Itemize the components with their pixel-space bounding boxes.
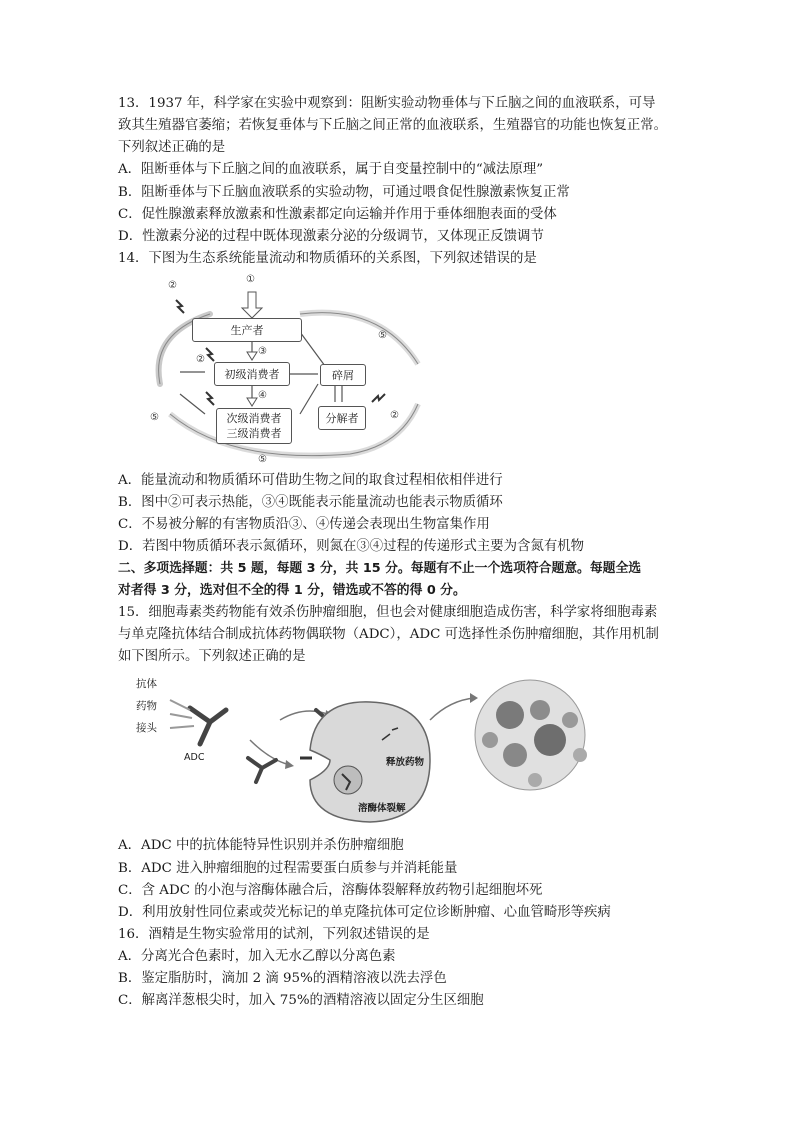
producer-box: 生产者 (192, 318, 302, 342)
q14-option-d: D．若图中物质循环表示氮循环，则氮在③④过程的传递形式主要为含氮有机物 (118, 539, 585, 554)
q14-option-c: C．不易被分解的有害物质沿③、④传递会表现出生物富集作用 (118, 517, 490, 532)
q14-stem: 14．下图为生态系统能量流动和物质循环的关系图，下列叙述错误的是 (118, 251, 537, 266)
q16-stem: 16．酒精是生物实验常用的试剂，下列叙述错误的是 (118, 927, 430, 942)
secondary-consumer-label: 次级消费者 (226, 412, 282, 425)
section2-heading-line2: 对者得 3 分，选对但不全的得 1 分，错选或不答的得 0 分。 (118, 583, 466, 598)
q13-stem-line2: 致其生殖器官萎缩；若恢复垂体与下丘脑之间正常的血液联系，生殖器官的功能也恢复正常。 (118, 118, 668, 133)
label-3: ③ (258, 346, 267, 357)
label-5-left: ⑤ (150, 412, 159, 423)
tertiary-consumer-label: 三级消费者 (226, 427, 282, 440)
ecosystem-diagram (150, 274, 430, 470)
q13-option-b: B．阻断垂体与下丘脑血液联系的实验动物，可通过喂食促性腺激素恢复正常 (118, 185, 570, 200)
label-5-bottom: ⑤ (258, 454, 267, 465)
q16-option-b: B．鉴定脂肪时，滴加 2 滴 95%的酒精溶液以洗去浮色 (118, 971, 447, 986)
label-2-mid: ② (196, 354, 205, 365)
label-drug: 药物 (136, 700, 157, 712)
label-adc: ADC (184, 752, 205, 763)
q14-option-b: B．图中②可表示热能，③④既能表示能量流动也能表示物质循环 (118, 495, 503, 510)
higher-consumer-box (216, 408, 292, 444)
label-linker: 接头 (136, 722, 157, 734)
label-antibody: 抗体 (136, 678, 157, 690)
label-5-top: ⑤ (378, 330, 387, 341)
q15-option-a: A．ADC 中的抗体能特异性识别并杀伤肿瘤细胞 (118, 838, 404, 853)
label-4: ④ (258, 390, 267, 401)
detritus-box: 碎屑 (320, 364, 366, 386)
q16-option-a: A．分离光合色素时，加入无水乙醇以分离色素 (118, 949, 396, 964)
q13-option-a: A．阻断垂体与下丘脑之间的血液联系，属于自变量控制中的“减法原理” (118, 162, 544, 177)
decomposer-box: 分解者 (318, 406, 366, 430)
q15-stem-line3: 如下图所示。下列叙述正确的是 (118, 649, 306, 664)
q15-stem-line2: 与单克隆抗体结合制成抗体药物偶联物（ADC），ADC 可选择性杀伤肿瘤细胞，其作用机制 (118, 627, 659, 642)
q15-option-d: D．利用放射性同位素或荧光标记的单克隆抗体可定位诊断肿瘤、心血管畸形等疾病 (118, 905, 611, 920)
label-2-top: ② (168, 280, 177, 291)
q13-option-c: C．促性腺激素释放激素和性激素都定向运输并作用于垂体细胞表面的受体 (118, 207, 557, 222)
label-lysosome-lysis: 溶酶体裂解 (358, 803, 406, 814)
q13-option-d: D．性激素分泌的过程中既体现激素分泌的分级调节，又体现正反馈调节 (118, 229, 544, 244)
q14-option-a: A．能量流动和物质循环可借助生物之间的取食过程相依相伴进行 (118, 473, 503, 488)
label-2-right: ② (390, 410, 399, 421)
q15-option-b: B．ADC 进入肿瘤细胞的过程需要蛋白质参与并消耗能量 (118, 861, 458, 876)
q15-option-c: C．含 ADC 的小泡与溶酶体融合后，溶酶体裂解释放药物引起细胞坏死 (118, 883, 543, 898)
primary-consumer-box: 初级消费者 (214, 362, 290, 386)
label-release-drug: 释放药物 (386, 757, 425, 768)
q13-stem-line1: 13．1937 年，科学家在实验中观察到：阻断实验动物垂体与下丘脑之间的血液联系，可导 (118, 96, 656, 111)
section2-heading-line1: 二、多项选择题：共 5 题，每题 3 分，共 15 分。每题有不止一个选项符合题意。每题全选 (118, 561, 642, 576)
label-1: ① (246, 274, 255, 285)
q16-option-c: C．解离洋葱根尖时，加入 75%的酒精溶液以固定分生区细胞 (118, 993, 484, 1008)
q15-stem-line1: 15．细胞毒素类药物能有效杀伤肿瘤细胞，但也会对健康细胞造成伤害，科学家将细胞毒素 (118, 605, 658, 620)
adc-mechanism-figure (130, 670, 590, 830)
q13-stem-line3: 下列叙述正确的是 (118, 140, 226, 155)
